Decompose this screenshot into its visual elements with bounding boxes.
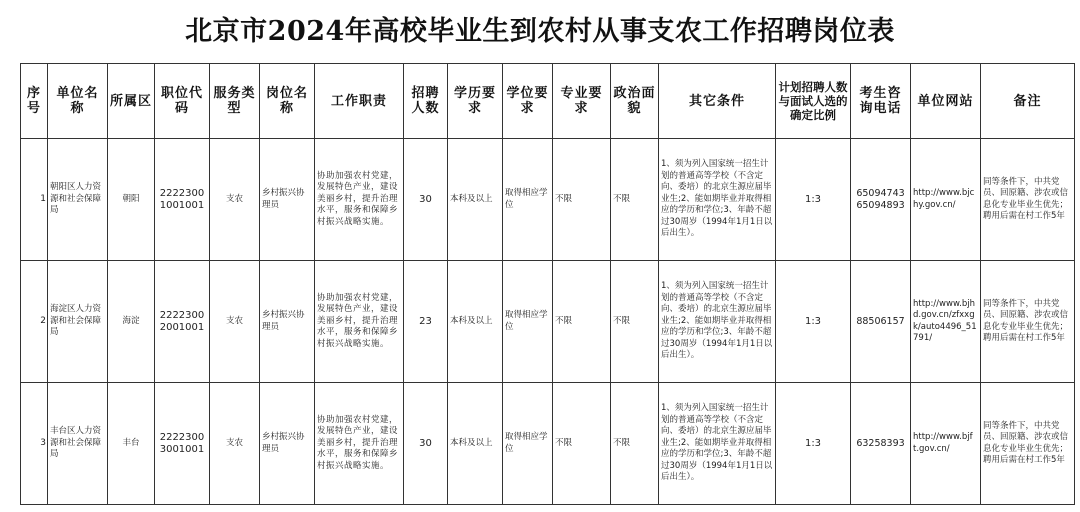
header-degree: 学位要求 — [503, 64, 553, 139]
cell-phone: 65094743 65094893 — [851, 139, 911, 261]
table-row — [21, 383, 1075, 505]
cell-degree: 取得相应学位 — [503, 261, 553, 383]
cell-degree: 取得相应学位 — [503, 139, 553, 261]
header-duties: 工作职责 — [315, 64, 404, 139]
cell-seq: 3 — [21, 383, 48, 505]
header-position-code: 职位代码 — [155, 64, 210, 139]
cell-other: 1、须为列入国家统一招生计划的普通高等学校（不含定向、委培）的北京生源应届毕业生;2、能如期毕业并取得相应的学历和学位;3、年龄不超过30周岁（1994年1月1日以后出生）。 — [659, 383, 776, 505]
cell-other: 1、须为列入国家统一招生计划的普通高等学校（不含定向、委培）的北京生源应届毕业生;2、能如期毕业并取得相应的学历和学位;3、年龄不超过30周岁（1994年1月1日以后出生）。 — [659, 261, 776, 383]
cell-remarks: 同等条件下，中共党员、回原籍、涉农或信息化专业毕业生优先；聘用后需在村工作5年 — [981, 383, 1075, 505]
cell-district: 朝阳 — [108, 139, 155, 261]
cell-position-code: 22223002001001 — [155, 261, 210, 383]
cell-ratio: 1:3 — [776, 383, 851, 505]
cell-position-name: 乡村振兴协理员 — [260, 261, 315, 383]
recruitment-table — [20, 63, 1075, 505]
header-seq: 序号 — [21, 64, 48, 139]
header-phone: 考生咨询电话 — [851, 64, 911, 139]
cell-service-type: 支农 — [210, 139, 260, 261]
cell-education: 本科及以上 — [448, 261, 503, 383]
cell-duties: 协助加强农村党建，发展特色产业，建设美丽乡村，提升治理水平，服务和保障乡村振兴战略实施。 — [315, 383, 404, 505]
cell-unit-name: 朝阳区人力资源和社会保障局 — [48, 139, 108, 261]
cell-political: 不限 — [611, 139, 659, 261]
cell-political: 不限 — [611, 261, 659, 383]
header-service-type: 服务类型 — [210, 64, 260, 139]
header-political: 政治面貌 — [611, 64, 659, 139]
cell-remarks: 同等条件下，中共党员、回原籍、涉农或信息化专业毕业生优先；聘用后需在村工作5年 — [981, 139, 1075, 261]
cell-service-type: 支农 — [210, 383, 260, 505]
cell-position-name: 乡村振兴协理员 — [260, 139, 315, 261]
cell-major: 不限 — [553, 261, 611, 383]
cell-ratio: 1:3 — [776, 139, 851, 261]
cell-website[interactable]: http://www.bjchy.gov.cn/ — [911, 139, 981, 261]
cell-district: 丰台 — [108, 383, 155, 505]
cell-degree: 取得相应学位 — [503, 383, 553, 505]
header-other: 其它条件 — [659, 64, 776, 139]
cell-other: 1、须为列入国家统一招生计划的普通高等学校（不含定向、委培）的北京生源应届毕业生;2、能如期毕业并取得相应的学历和学位;3、年龄不超过30周岁（1994年1月1日以后出生）。 — [659, 139, 776, 261]
cell-position-code: 22223001001001 — [155, 139, 210, 261]
header-row — [21, 64, 1075, 139]
header-position-name: 岗位名称 — [260, 64, 315, 139]
table-row — [21, 261, 1075, 383]
header-ratio: 计划招聘人数与面试人选的确定比例 — [776, 64, 851, 139]
cell-remarks: 同等条件下，中共党员、回原籍、涉农或信息化专业毕业生优先；聘用后需在村工作5年 — [981, 261, 1075, 383]
cell-service-type: 支农 — [210, 261, 260, 383]
table-row — [21, 139, 1075, 261]
cell-seq: 1 — [21, 139, 48, 261]
cell-ratio: 1:3 — [776, 261, 851, 383]
cell-education: 本科及以上 — [448, 383, 503, 505]
cell-position-code: 22223003001001 — [155, 383, 210, 505]
cell-duties: 协助加强农村党建，发展特色产业，建设美丽乡村，提升治理水平，服务和保障乡村振兴战略实施。 — [315, 261, 404, 383]
header-district: 所属区 — [108, 64, 155, 139]
page-title: 北京市2024年高校毕业生到农村从事支农工作招聘岗位表 — [185, 16, 895, 47]
cell-education: 本科及以上 — [448, 139, 503, 261]
header-education: 学历要求 — [448, 64, 503, 139]
cell-district: 海淀 — [108, 261, 155, 383]
cell-duties: 协助加强农村党建，发展特色产业，建设美丽乡村，提升治理水平，服务和保障乡村振兴战略实施。 — [315, 139, 404, 261]
cell-phone: 63258393 — [851, 383, 911, 505]
cell-recruit-count: 23 — [404, 261, 448, 383]
header-unit-name: 单位名称 — [48, 64, 108, 139]
cell-website[interactable]: http://www.bjhd.gov.cn/zfxxgk/auto4496_51791/ — [911, 261, 981, 383]
cell-recruit-count: 30 — [404, 139, 448, 261]
cell-position-name: 乡村振兴协理员 — [260, 383, 315, 505]
cell-major: 不限 — [553, 139, 611, 261]
header-major: 专业要求 — [553, 64, 611, 139]
cell-unit-name: 丰台区人力资源和社会保障局 — [48, 383, 108, 505]
cell-unit-name: 海淀区人力资源和社会保障局 — [48, 261, 108, 383]
cell-seq: 2 — [21, 261, 48, 383]
header-website: 单位网站 — [911, 64, 981, 139]
cell-website[interactable]: http://www.bjft.gov.cn/ — [911, 383, 981, 505]
header-recruit-count: 招聘人数 — [404, 64, 448, 139]
cell-political: 不限 — [611, 383, 659, 505]
header-remarks: 备注 — [981, 64, 1075, 139]
cell-major: 不限 — [553, 383, 611, 505]
cell-phone: 88506157 — [851, 261, 911, 383]
cell-recruit-count: 30 — [404, 383, 448, 505]
